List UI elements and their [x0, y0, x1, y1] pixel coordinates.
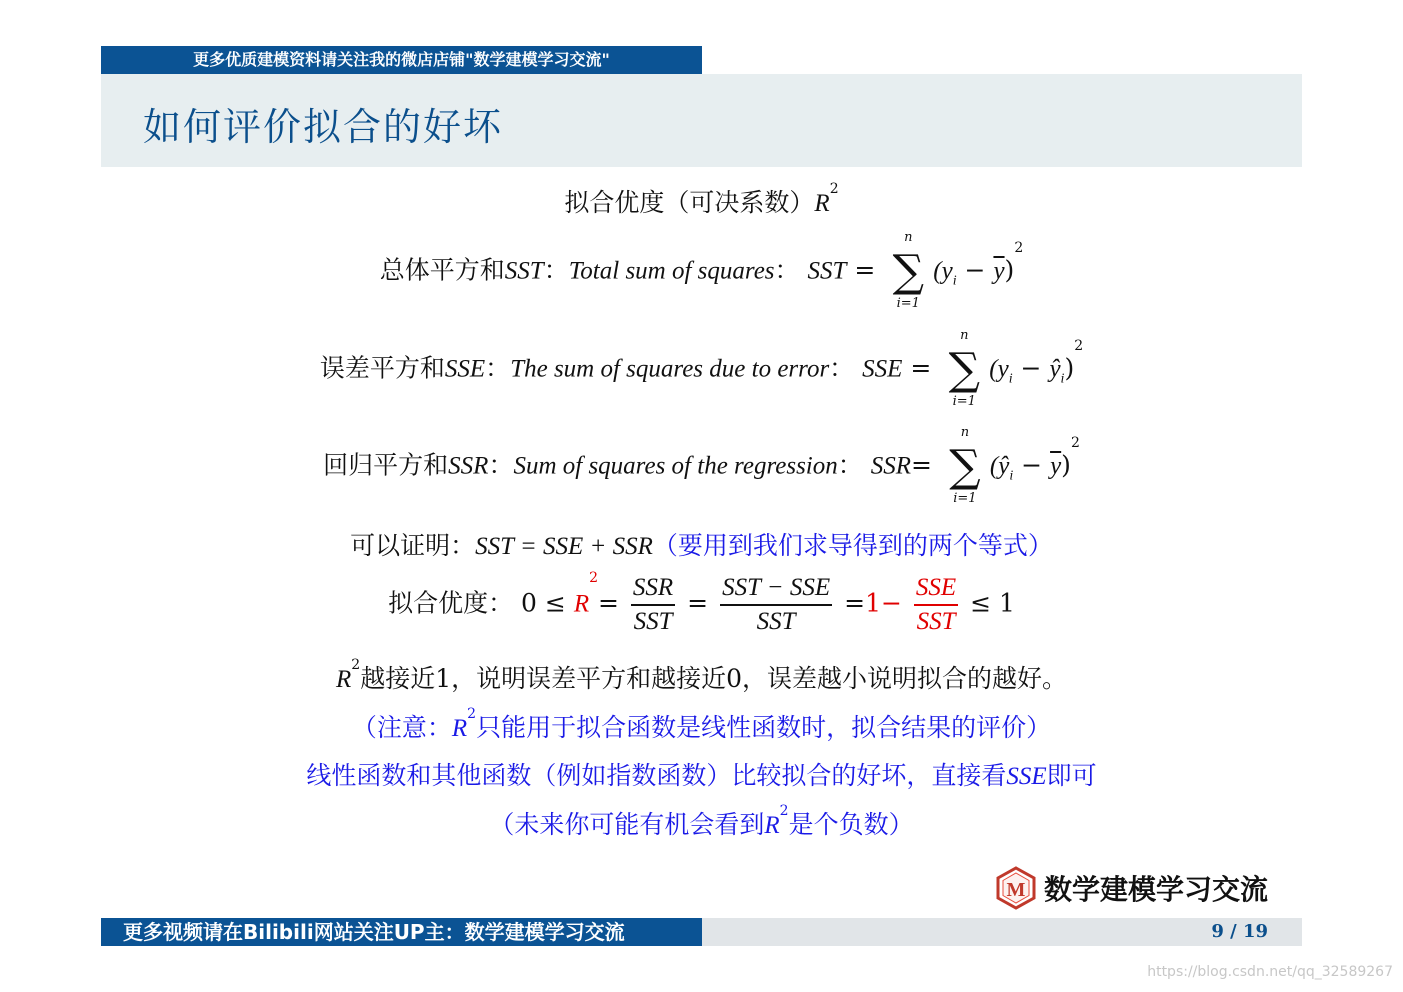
conclusion-symbol: R [335, 666, 352, 693]
sse-sub: i [1008, 371, 1013, 387]
r2-frac-sse-sst [914, 572, 958, 638]
proof-formula: SST = SSE + SSR [475, 533, 653, 560]
note1-symbol: R [451, 715, 468, 742]
ssr-lhs: SSR [870, 452, 911, 480]
sse-term: (y [989, 355, 1009, 383]
subtitle-line [0, 183, 1403, 219]
r2-eq: = [598, 588, 619, 618]
logo-text: 数学建模学习交流 [1044, 873, 1269, 906]
proof-line [0, 526, 1403, 562]
ssr-sub: i [1009, 468, 1014, 484]
note2-text: 线性函数和其他函数（例如指数函数）比较拟合的好坏，直接看 [306, 761, 1007, 790]
sse-minus: − [1012, 353, 1050, 383]
ssr-exp: 2 [1070, 435, 1080, 451]
ssr-cn: 回归平方和 [323, 450, 449, 480]
top-banner: 更多优质建模资料请关注我的微店店铺"数学建模学习交流" [101, 46, 702, 74]
conclusion-line [0, 659, 1403, 695]
sst-sum-top: n [904, 230, 913, 245]
sse-yhat: ŷ [1049, 355, 1061, 383]
r2-le-2: ≤ [970, 588, 992, 618]
frac-den-sst-3: SST [916, 608, 956, 635]
brand-logo [994, 866, 1268, 910]
note2-end: 即可 [1046, 761, 1097, 790]
conclusion-text: 越接近1，说明误差平方和越接近0，误差越小说明拟合的越好。 [360, 664, 1068, 693]
sse-exp: 2 [1074, 338, 1084, 354]
frac-num-sse: SSE [914, 572, 958, 606]
sse-sep: ： [485, 353, 511, 383]
r2-eq-2: = [687, 588, 709, 618]
sst-sum-bottom: i=1 [896, 296, 920, 311]
sse-en: The sum of squares due to error [510, 355, 830, 383]
subtitle-symbol: R [814, 190, 830, 217]
ssr-en: Sum of squares of the regression [513, 452, 838, 480]
sst-exp: 2 [1014, 240, 1024, 256]
note2-line [0, 756, 1403, 792]
proof-cn: 可以证明： [350, 531, 476, 560]
ssr-sum: n ∑ i=1 [944, 437, 986, 497]
sst-sum: n ∑ i=1 [887, 242, 929, 302]
note3-line [0, 805, 1403, 841]
r2-le: ≤ [544, 588, 566, 618]
sst-sub: i [952, 273, 957, 289]
footer-right [702, 918, 1302, 946]
frac-num-ssr: SSR [631, 572, 675, 606]
footer-left: 更多视频请在Bilibili网站关注UP主：数学建模学习交流 [101, 918, 702, 946]
r2-frac-sst-sse [720, 572, 832, 638]
sst-line [0, 230, 1403, 312]
r2-one: 1 [865, 588, 881, 618]
sse-sum-top: n [960, 328, 969, 343]
ssr-sep: ： [488, 450, 514, 480]
ssr-line [0, 425, 1403, 507]
slide-title: 如何评价拟合的好坏 [143, 105, 504, 149]
note1-open: （注意： [351, 713, 452, 742]
r2-eq-3: = [844, 588, 866, 618]
r2-one-2: 1 [999, 588, 1015, 618]
sse-cn: 误差平方和 [319, 353, 445, 383]
sse-sum: n ∑ i=1 [943, 340, 985, 400]
note3-open: （未来你可能有机会看到 [489, 810, 765, 839]
sse-sum-bottom: i=1 [952, 394, 976, 409]
sse-close: ) [1064, 353, 1075, 383]
ssr-sum-bottom: i=1 [953, 491, 977, 506]
ssr-abbr: SSR [448, 452, 489, 480]
page-number: 9 / 19 [1211, 921, 1268, 942]
logo-letter: M [1006, 879, 1026, 901]
sst-cn: 总体平方和 [379, 255, 505, 285]
r2-cn: 拟合优度： [388, 588, 514, 618]
sse-lhs: SSE [862, 355, 903, 383]
ssr-term: (ŷ [989, 452, 1010, 480]
sst-close: ) [1004, 255, 1015, 285]
note3-symbol: R [764, 812, 780, 839]
note1-line [0, 708, 1403, 744]
sse-sep2: ： [829, 353, 855, 383]
subtitle-exp: 2 [829, 181, 839, 197]
sst-sep2: ： [774, 255, 800, 285]
sst-minus: − [956, 255, 994, 285]
r2-exp: 2 [589, 570, 599, 586]
ssr-sep2: ： [837, 450, 863, 480]
sst-eq: = [854, 255, 876, 285]
sse-line [0, 328, 1403, 410]
r2-minus: − [880, 588, 902, 618]
ssr-minus: − [1013, 450, 1051, 480]
sse-abbr: SSE [444, 355, 486, 383]
ssr-close: ) [1061, 450, 1071, 480]
hexagon-m-icon [994, 866, 1038, 910]
ssr-ybar: $\overline{y}$ [1050, 452, 1062, 480]
sst-sep: ： [543, 255, 569, 285]
sst-term: (y [933, 257, 953, 285]
sse-eq: = [910, 353, 932, 383]
watermark: https://blog.csdn.net/qq_32589267 [1147, 964, 1393, 980]
frac-den-sst: SST [633, 608, 673, 635]
subtitle-text: 拟合优度（可决系数） [564, 188, 815, 217]
frac-num-sst-minus-sse: SST − SSE [720, 572, 832, 606]
r2-zero: 0 [521, 588, 537, 618]
note3-exp: 2 [779, 803, 789, 819]
sst-ybar: $\overline{y}$ [993, 257, 1005, 285]
r2-line [0, 572, 1403, 644]
title-band [101, 74, 1302, 167]
ssr-sum-top: n [960, 425, 970, 440]
ssr-eq: = [911, 450, 932, 480]
sse-sub2: i [1060, 371, 1065, 387]
frac-den-sst-2: SST [756, 608, 796, 635]
sst-en: Total sum of squares [568, 257, 775, 285]
sst-lhs: SST [807, 257, 847, 285]
note1-text: 只能用于拟合函数是线性函数时，拟合结果的评价） [476, 713, 1052, 742]
sst-abbr: SST [504, 257, 544, 285]
note3-end: 是个负数） [788, 810, 914, 839]
note1-exp: 2 [467, 706, 477, 722]
conclusion-exp: 2 [351, 657, 361, 673]
r2-frac-ssr-sst [631, 572, 675, 638]
proof-note: （要用到我们求导得到的两个等式） [652, 531, 1053, 560]
r2-symbol: R [573, 590, 590, 618]
note2-sse: SSE [1006, 763, 1047, 790]
